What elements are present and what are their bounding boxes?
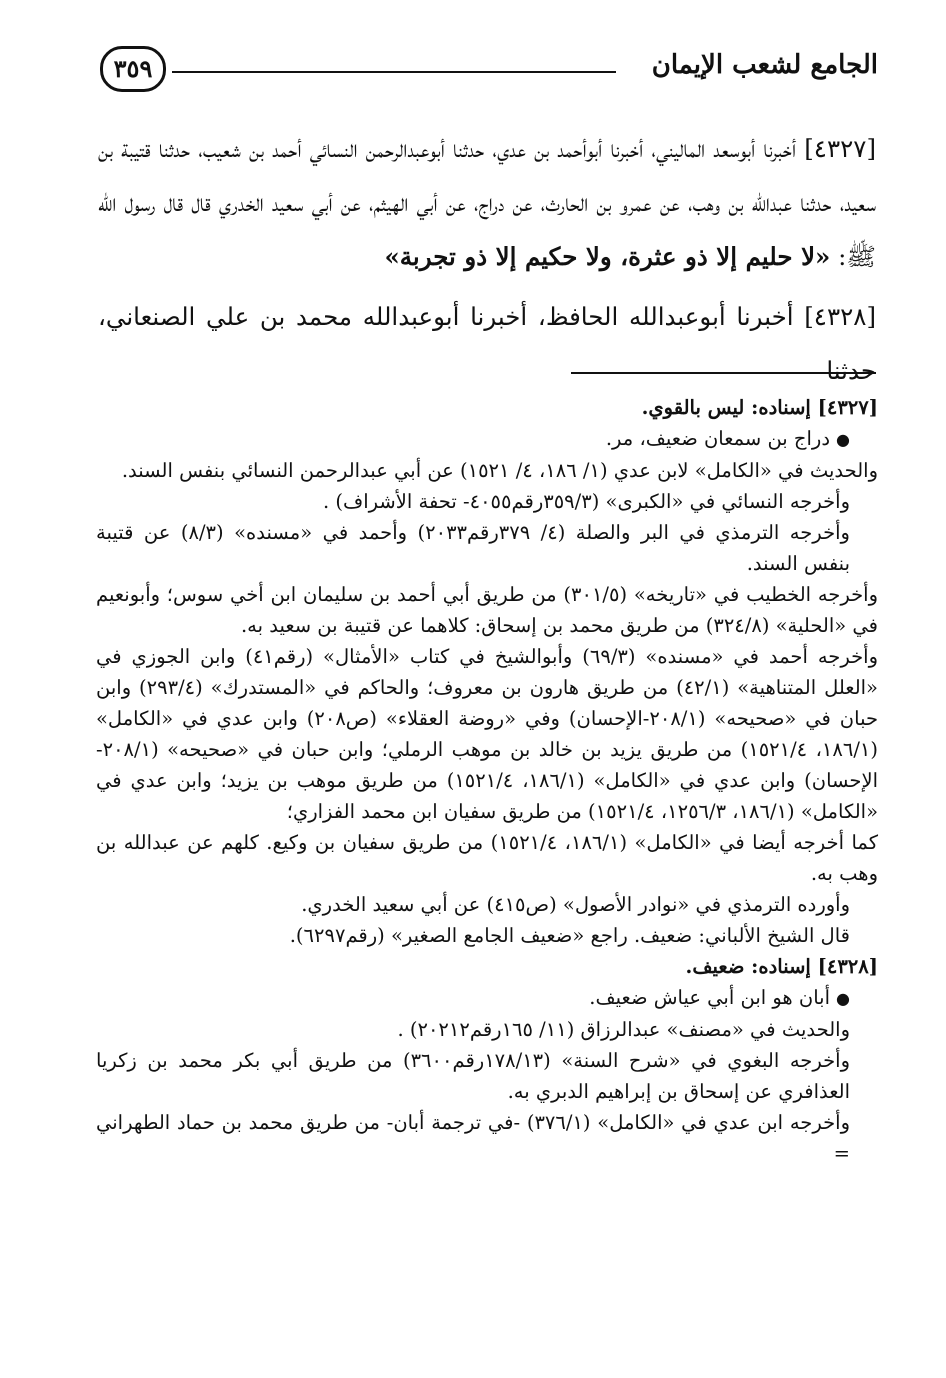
footnote-text: وأورده الترمذي في «نوادر الأصول» (ص٤١٥) عن أبي سعيد الخدري. [301,893,850,916]
footnote-line [96,982,878,1014]
footnote-text: أبان هو ابن أبي عياش ضعيف. [589,986,831,1009]
page-header [100,44,878,100]
footnote-line [96,1107,878,1169]
hadith-4328 [98,290,876,398]
footnote-text: وأخرجه البغوي في «شرح السنة» (١٧٨/١٣رقم٣٦٠٠) من طريق أبي بكر محمد بن زكريا العذافري عن إسحاق بن إبراهيم الدبري به. [96,1049,850,1103]
hadith-4327-matn: «لا حليم إلا ذو عثرة، ولا حكيم إلا ذو تجربة» [384,242,831,271]
footnote-line [96,455,878,486]
footnote-text: دراج بن سمعان ضعيف، مر. [605,427,831,450]
footnote-text: كما أخرجه أيضا في «الكامل» (١٨٦/١، ١٥٢١/٤) من طريق سفيان بن وكيع. كلهم عن عبدالله بن وهب به. [96,831,878,885]
footnote-line [96,423,878,455]
footnote-line [96,1045,878,1107]
footnote-line [96,579,878,641]
footnote-text: وأخرجه أحمد في «مسنده» (٦٩/٣) وأبوالشيخ في كتاب «الأمثال» (رقم٤١) وابن الجوزي في «العلل المتناهية» (٤٢/١) من طريق هارون بن معروف؛ والحاكم في «المستدرك» (٢٩٣/٤) وابن حبان في «صحيحه» (٢٠٨/١-الإحسان) وفي «روضة العقلاء» (ص٢٠٨) وابن عدي في «الكامل» (١٨٦/١، ١٥٢١/٤) من طريق يزيد بن خالد بن موهب الرملي؛ وابن حبان في «صحيحه» (٢٠٨/١-الإحسان) وابن عدي في «الكامل» (١٨٦/١، ١٥٢١/٤) من طريق موهب بن يزيد؛ وابن عدي في «الكامل» (١٨٦/١، ١٢٥٦/٣، ١٥٢١/٤) من طريق سفيان ابن محمد الفزاري؛ [96,645,879,823]
bullet-icon: ● [836,430,850,449]
footnote-heading [96,951,878,982]
footnote-line [96,920,878,951]
footnotes [96,392,878,1169]
hadith-4327-chain: [٤٣٢٧] أخبرنا أبوسعد الماليني، أخبرنا أبوأحمد بن عدي، حدثنا أبوعبدالرحمن النسائي أحمد بن شعيب، حدثنا قتيبة بن سعيد، حدثنا عبدالله بن وهب، عن عمرو بن الحارث، عن دراج، عن أبي الهيثم، عن أبي سعيد الخدري قال قال رسول الله ﷺ: [98,134,876,271]
footnote-heading [96,392,878,423]
footnote-text: قال الشيخ الألباني: ضعيف. راجع «ضعيف الجامع الصغير» (رقم٦٢٩٧). [289,924,850,947]
footnote-text: والحديث في «مصنف» عبدالرزاق (١١/ ١٦٥رقم٢٠٢١٢) . [397,1018,850,1041]
hadith-4327 [98,122,876,284]
footnote-text: وأخرجه الخطيب في «تاريخه» (٣٠١/٥) من طريق أبي أحمد بن سليمان ابن أخي سوس؛ وأبونعيم في «الحلية» (٣٢٤/٨) من طريق محمد بن إسحاق: كلاهما عن قتيبة بن سعيد به. [96,583,878,637]
footnote-text: [٤٣٢٨] إسناده: ضعيف. [685,955,878,978]
footnote-line [96,889,878,920]
footnote-text: والحديث في «الكامل» لابن عدي (١/ ١٨٦، ٤/ ١٥٢١) عن أبي عبدالرحمن النسائي بنفس السند. [121,459,878,482]
footnote-text: [٤٣٢٧] إسناده: ليس بالقوي. [641,396,878,419]
footnote-text: وأخرجه الترمذي في البر والصلة (٤/ ٣٧٩رقم٢٠٣٣) وأحمد في «مسنده» (٨/٣) عن قتيبة بنفس السند. [96,521,850,575]
footnote-line [96,517,878,579]
page-number: ٣٥٩ [100,46,166,92]
footnote-text: وأخرجه النسائي في «الكبرى» (٣٥٩/٣رقم٤٠٥٥- تحفة الأشراف) . [323,490,850,513]
footnote-line [96,641,878,827]
footnote-divider [571,372,876,374]
main-text [98,122,876,398]
header-rule [172,71,616,73]
footnote-line [96,486,878,517]
hadith-4328-chain: [٤٣٢٨] أخبرنا أبوعبدالله الحافظ، أخبرنا أبوعبدالله محمد بن علي الصنعاني، حدثنا [98,302,876,385]
footnote-text: وأخرجه ابن عدي في «الكامل» (٣٧٦/١) -في ترجمة أبان- من طريق محمد بن حماد الطهراني = [96,1111,850,1165]
bullet-icon: ● [836,989,850,1008]
running-title: الجامع لشعب الإيمان [651,50,878,80]
footnote-line [96,827,878,889]
footnote-line [96,1014,878,1045]
